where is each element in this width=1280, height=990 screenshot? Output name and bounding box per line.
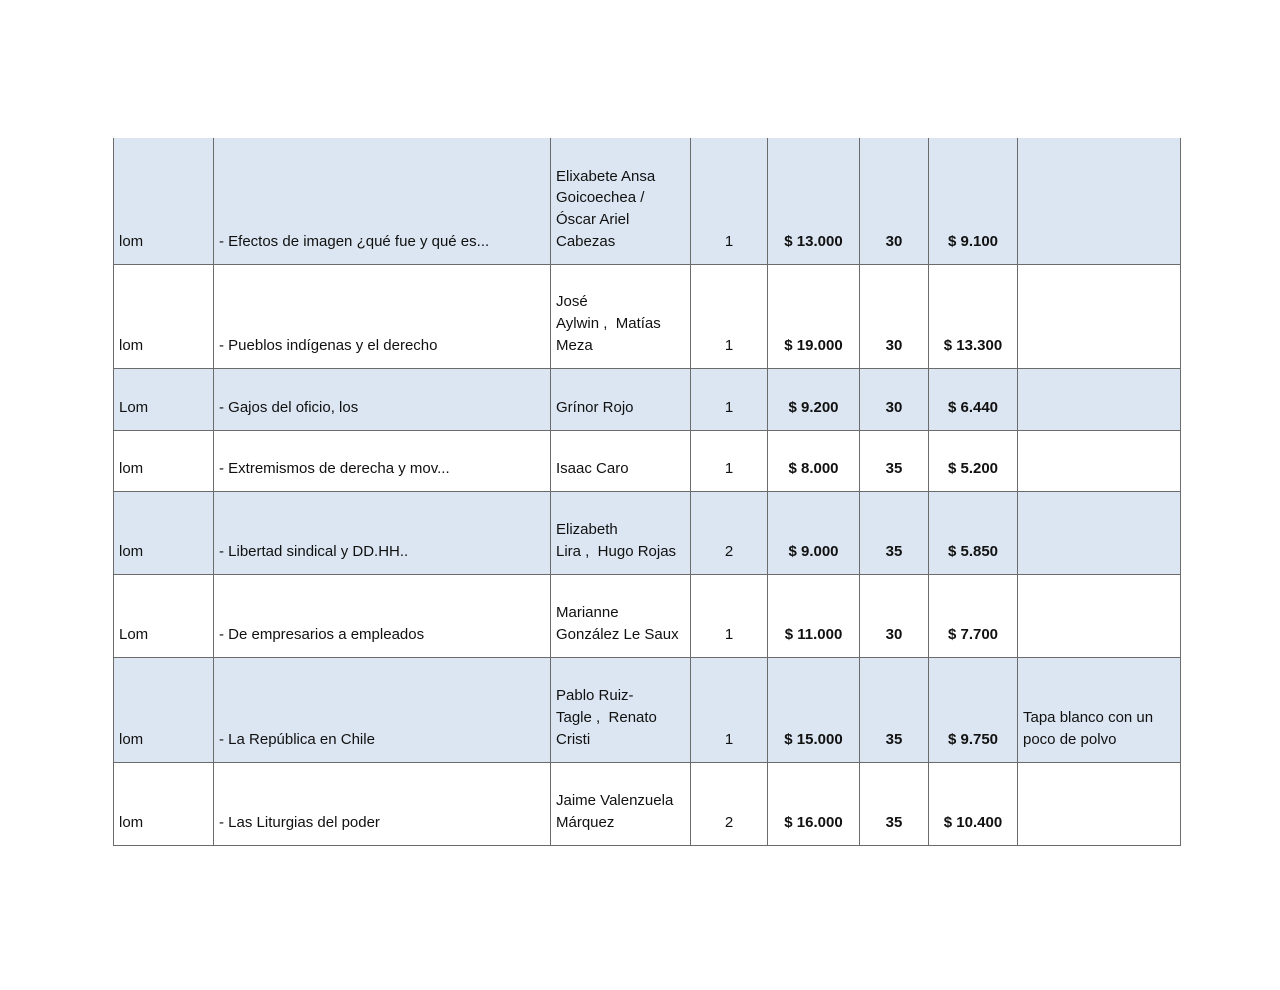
quantity-cell: 1 (691, 657, 768, 762)
price-cell: $ 9.200 (768, 368, 860, 430)
author-cell-line: Óscar Ariel (556, 211, 630, 229)
title-cell: - Libertad sindical y DD.HH.. (214, 491, 551, 574)
author-cell-line: Meza (556, 336, 593, 354)
discount-cell: 30 (860, 574, 929, 657)
net-price-cell: $ 5.200 (929, 430, 1018, 491)
net-price-cell: $ 6.440 (929, 368, 1018, 430)
note-cell (1018, 368, 1181, 430)
note-cell (1018, 491, 1181, 574)
price-cell: $ 11.000 (768, 574, 860, 657)
table-row (114, 762, 1181, 845)
author-cell-line: Goicoechea / (556, 189, 645, 207)
net-price-cell: $ 7.700 (929, 574, 1018, 657)
author-cell (551, 430, 691, 491)
quantity-cell: 2 (691, 762, 768, 845)
author-cell-line: Cabezas (556, 232, 616, 250)
discount-cell: 35 (860, 657, 929, 762)
table-row (114, 574, 1181, 657)
author-cell (551, 264, 691, 368)
author-cell (551, 491, 691, 574)
author-cell-line: Pablo Ruiz- (556, 687, 634, 705)
note-cell (1018, 657, 1181, 762)
author-cell-line: Jaime Valenzuela (556, 792, 674, 810)
publisher-cell: lom (114, 657, 214, 762)
author-cell-line: Márquez (556, 813, 615, 831)
author-cell-line: Tagle , Renato (556, 709, 657, 727)
author-cell-line: José (556, 293, 588, 311)
inventory-table (113, 138, 1181, 846)
publisher-cell: lom (114, 138, 214, 264)
net-price-cell: $ 10.400 (929, 762, 1018, 845)
title-cell: - Gajos del oficio, los (214, 368, 551, 430)
discount-cell: 35 (860, 430, 929, 491)
quantity-cell: 2 (691, 491, 768, 574)
discount-cell: 30 (860, 138, 929, 264)
note-cell-line: Tapa blanco con un (1023, 709, 1154, 727)
note-cell-line: poco de polvo (1023, 730, 1117, 748)
note-cell (1018, 574, 1181, 657)
quantity-cell: 1 (691, 430, 768, 491)
title-cell: - Efectos de imagen ¿qué fue y qué es... (214, 138, 551, 264)
author-cell (551, 138, 691, 264)
title-cell: - La República en Chile (214, 657, 551, 762)
title-cell: - De empresarios a empleados (214, 574, 551, 657)
author-cell-line: Isaac Caro (556, 459, 629, 477)
table-row (114, 368, 1181, 430)
publisher-cell: Lom (114, 574, 214, 657)
publisher-cell: lom (114, 762, 214, 845)
table-row (114, 657, 1181, 762)
discount-cell: 30 (860, 368, 929, 430)
author-cell-line: González Le Saux (556, 625, 679, 643)
net-price-cell: $ 13.300 (929, 264, 1018, 368)
discount-cell: 30 (860, 264, 929, 368)
table-row (114, 138, 1181, 264)
note-cell (1018, 430, 1181, 491)
net-price-cell: $ 9.750 (929, 657, 1018, 762)
price-cell: $ 8.000 (768, 430, 860, 491)
author-cell-line: Elizabeth (556, 521, 618, 539)
note-cell (1018, 138, 1181, 264)
quantity-cell: 1 (691, 264, 768, 368)
price-cell: $ 9.000 (768, 491, 860, 574)
author-cell-line: Aylwin , Matías (556, 315, 661, 333)
author-cell-line: Lira , Hugo Rojas (556, 542, 677, 560)
author-cell-line: Elixabete Ansa (556, 167, 656, 185)
title-cell: - Pueblos indígenas y el derecho (214, 264, 551, 368)
author-cell (551, 574, 691, 657)
discount-cell: 35 (860, 762, 929, 845)
publisher-cell: Lom (114, 368, 214, 430)
table-row (114, 264, 1181, 368)
publisher-cell: lom (114, 264, 214, 368)
publisher-cell: lom (114, 491, 214, 574)
table-body (114, 138, 1181, 845)
note-cell (1018, 762, 1181, 845)
note-cell (1018, 264, 1181, 368)
author-cell (551, 368, 691, 430)
author-cell (551, 762, 691, 845)
author-cell-line: Grínor Rojo (556, 398, 634, 416)
table-row (114, 430, 1181, 491)
price-cell: $ 16.000 (768, 762, 860, 845)
table-row (114, 491, 1181, 574)
price-cell: $ 15.000 (768, 657, 860, 762)
discount-cell: 35 (860, 491, 929, 574)
publisher-cell: lom (114, 430, 214, 491)
title-cell: - Extremismos de derecha y mov... (214, 430, 551, 491)
quantity-cell: 1 (691, 368, 768, 430)
quantity-cell: 1 (691, 138, 768, 264)
author-cell (551, 657, 691, 762)
net-price-cell: $ 5.850 (929, 491, 1018, 574)
price-cell: $ 13.000 (768, 138, 860, 264)
title-cell: - Las Liturgias del poder (214, 762, 551, 845)
quantity-cell: 1 (691, 574, 768, 657)
price-cell: $ 19.000 (768, 264, 860, 368)
author-cell-line: Cristi (556, 730, 591, 748)
author-cell-line: Marianne (556, 604, 619, 622)
net-price-cell: $ 9.100 (929, 138, 1018, 264)
